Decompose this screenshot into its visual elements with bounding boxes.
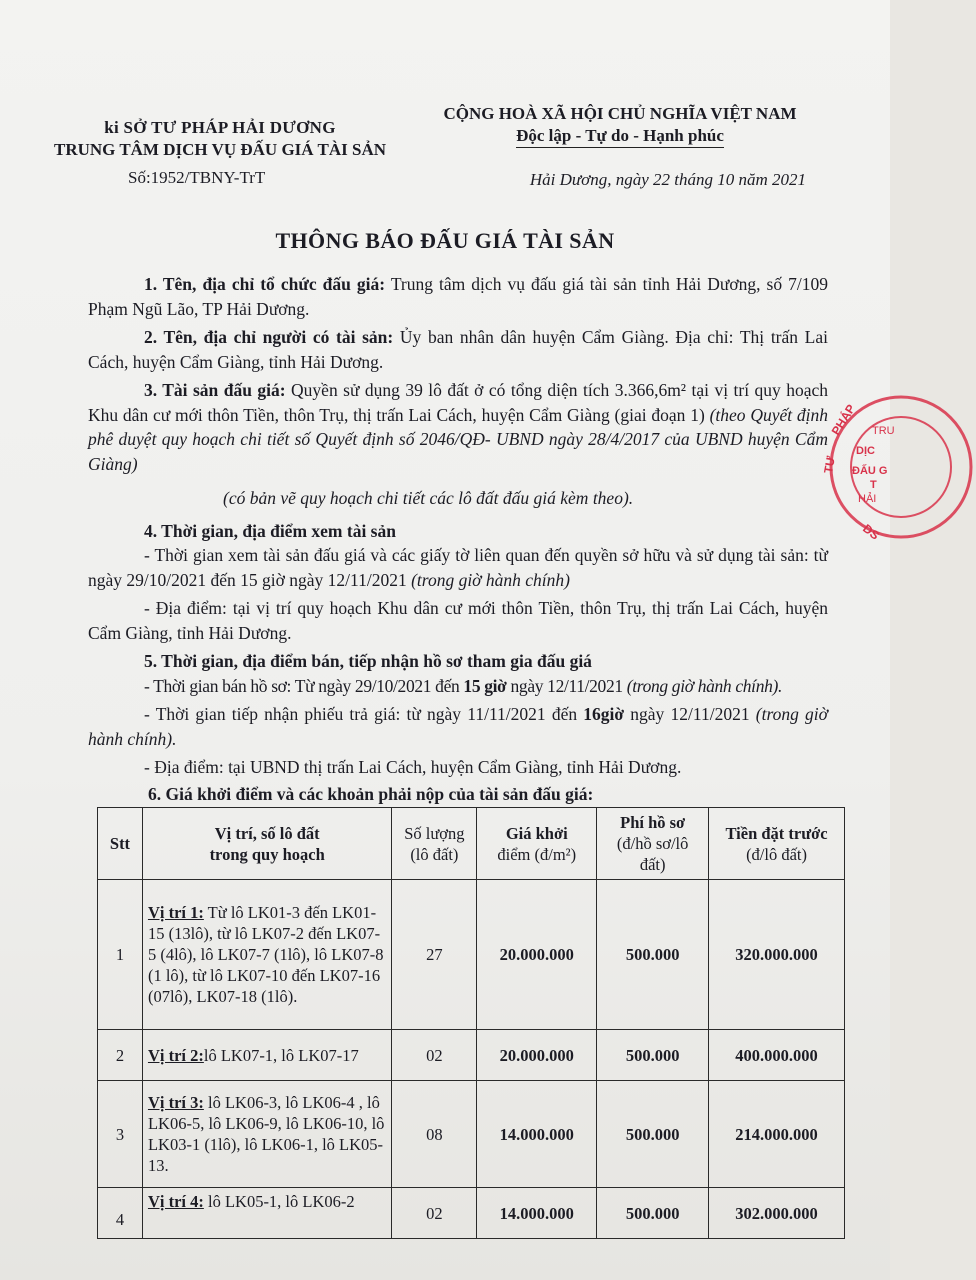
section-3 [88,378,828,476]
official-stamp [821,392,976,543]
document-number: Số:1952/TBNY-TrT [128,168,266,187]
section-5-place: - Địa điểm: tại UBND thị trấn Lai Cách, huyện Cẩm Giàng, tỉnh Hải Dương. [144,757,682,777]
section-2-text: Ủy ban nhân dân huyện Cẩm Giàng. Địa chỉ: Thị trấn Lai Cách, huyện Cẩm Giàng, tỉnh Hải Dương. [88,327,828,372]
section-5-sale-a: - Thời gian bán hồ sơ: Từ ngày 29/10/2021 đến [144,675,464,696]
section-3-text: Quyền sử dụng 39 lô đất ở có tổng diện tích 3.366,6m² tại vị trí quy hoạch Khu dân cư mới thôn Tiền, thôn Trụ, thị trấn Lai Cách, huyện Cẩm Giàng (giai đoạn 1) [88,380,828,425]
cell-quantity: 08 [392,1081,477,1188]
national-motto: Độc lập - Tự do - Hạnh phúc [516,126,724,148]
stamp-fragment-2: DỊC [856,445,875,457]
cell-deposit: 214.000.000 [709,1081,845,1188]
section-5-sale-bold: 15 giờ [463,675,507,696]
table-row [98,880,845,1030]
stamp-fragment-1: TRU [872,425,895,437]
section-3-label: 3. Tài sản đấu giá: [144,380,286,400]
section-1-text: Trung tâm dịch vụ đấu giá tài sản tỉnh Hải Dương, số 7/109 Phạm Ngũ Lão, TP Hải Dương. [88,274,828,319]
document-date: Hải Dương, ngày 22 tháng 10 năm 2021 [529,170,806,189]
section-5-receive-bold: 16giờ [583,704,625,724]
section-2-label: 2. Tên, địa chỉ người có tài sản: [144,327,394,347]
section-6-heading: 6. Giá khởi điểm và các khoản phải nộp của tài sản đấu giá: [148,783,594,804]
cell-fee: 500.000 [597,1081,709,1188]
col-header-price: Giá khởi điểm (đ/m²) [477,808,597,880]
cell-quantity: 02 [392,1188,477,1239]
cell-price: 14.000.000 [477,1081,597,1188]
stamp-fragment-3: ĐẤU G [852,465,888,477]
col-header-location: Vị trí, số lô đất trong quy hoạch [142,808,391,880]
cell-quantity: 27 [392,880,477,1030]
cell-location: Vị trí 1: Từ lô LK01-3 đến LK01-15 (13lô), từ lô LK07-2 đến LK07-5 (4lô), lô LK07-7 (1lô), lô LK07-8 (1 lô), từ lô LK07-10 đến LK07-16 (07lô), LK07-18 (1lô). [142,880,391,1030]
section-5-sale-b: ngày 12/11/2021 [506,675,627,696]
cell-quantity: 02 [392,1030,477,1081]
stamp-arc-3: DS [860,521,882,543]
section-2 [88,325,828,374]
national-title: CỘNG HOÀ XÃ HỘI CHỦ NGHĨA VIỆT NAM [443,104,797,123]
stamp-fragment-5: HẢI [858,493,877,505]
agency-name: ki SỞ TƯ PHÁP HẢI DƯƠNG [104,118,336,137]
section-4-time-text: - Thời gian xem tài sản đấu giá và các giấy tờ liên quan đến quyền sở hữu và sử dụng tài sản: từ ngày 29/10/2021 đến 15 giờ ngày 12/11/2021 [88,545,828,590]
cell-location: Vị trí 3: lô LK06-3, lô LK06-4 , lô LK06-5, lô LK06-9, lô LK06-10, lô LK03-1 (1lô), lô LK06-1, lô LK05-13. [142,1081,391,1188]
cell-deposit: 302.000.000 [709,1188,845,1239]
cell-stt: 2 [98,1030,143,1081]
cell-stt: 1 [98,880,143,1030]
cell-fee: 500.000 [597,1188,709,1239]
cell-location: Vị trí 2:lô LK07-1, lô LK07-17 [142,1030,391,1081]
section-4-time [88,543,828,592]
section-5-heading: 5. Thời gian, địa điểm bán, tiếp nhận hồ sơ tham gia đấu giá [144,651,592,671]
document-title: THÔNG BÁO ĐẤU GIÁ TÀI SẢN [275,228,615,253]
section-1-label: 1. Tên, địa chỉ tổ chức đấu giá: [144,274,386,294]
section-4-time-italic: (trong giờ hành chính) [411,569,570,590]
col-header-quantity: Số lượng (lô đất) [392,808,477,880]
col-header-fee: Phí hồ sơ (đ/hồ sơ/lô đất) [597,808,709,880]
section-3-note: (có bản vẽ quy hoạch chi tiết các lô đất đấu giá kèm theo). [223,488,634,508]
price-table [97,807,845,1239]
section-5-receive [88,702,828,751]
table-header-row [98,808,845,880]
section-5-receive-italic: (trong giờ hành chính). [88,704,829,749]
cell-location: Vị trí 4: lô LK05-1, lô LK06-2 [142,1188,391,1239]
stamp-arc-2: TƯ [821,455,838,475]
cell-price: 20.000.000 [477,1030,597,1081]
cell-price: 14.000.000 [477,1188,597,1239]
cell-deposit: 400.000.000 [709,1030,845,1081]
section-4-place: - Địa điểm: tại vị trí quy hoạch Khu dân cư mới thôn Tiền, thôn Trụ, thị trấn Lai Cách, huyện Cẩm Giàng, tỉnh Hải Dương. [88,598,828,643]
header-left [30,118,410,188]
table-row [98,1030,845,1081]
stamp-fragment-4: T [870,479,877,491]
section-4-heading: 4. Thời gian, địa điểm xem tài sản [144,520,396,541]
stamp-arc-1: PHÁP [828,401,859,438]
cell-stt: 4 [98,1188,143,1239]
col-header-deposit: Tiền đặt trước (đ/lô đất) [709,808,845,880]
col-header-stt: Stt [98,808,143,880]
document-body [88,272,828,806]
section-5-receive-a: - Thời gian tiếp nhận phiếu trả giá: từ ngày 11/11/2021 đến [144,704,584,724]
section-1 [88,272,828,321]
cell-price: 20.000.000 [477,880,597,1030]
section-5-sale-italic: (trong giờ hành chính). [626,675,782,696]
cell-fee: 500.000 [597,880,709,1030]
section-5-sale [88,674,828,699]
center-name: TRUNG TÂM DỊCH VỤ ĐẤU GIÁ TÀI SẢN [53,140,386,159]
cell-deposit: 320.000.000 [709,880,845,1030]
section-3-italic: (theo Quyết định phê duyệt quy hoạch chi tiết số Quyết định số 2046/QĐ- UBND ngày 28/4/2017 của UBND huyện Cẩm Giàng) [88,404,829,474]
table-row [98,1081,845,1188]
header-right [420,104,820,190]
cell-fee: 500.000 [597,1030,709,1081]
table-row [98,1188,845,1239]
cell-stt: 3 [98,1081,143,1188]
section-5-receive-b: ngày 12/11/2021 [624,704,756,724]
